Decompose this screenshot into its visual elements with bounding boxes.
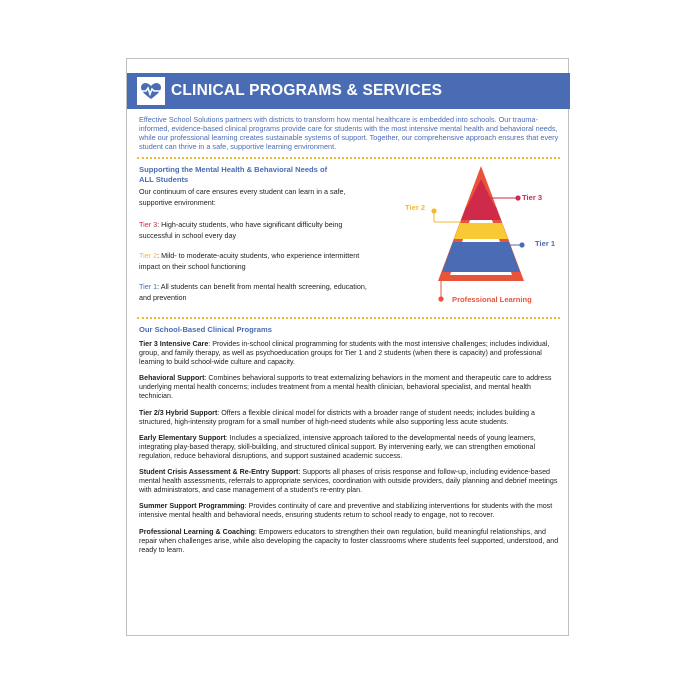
dotted-divider-2: [137, 317, 560, 319]
heart-monitor-icon: [137, 77, 165, 105]
tier1-marker: [519, 242, 524, 247]
tier3-description: [139, 220, 371, 241]
program-name: Tier 3 Intensive Care: [139, 340, 209, 348]
program-item: [139, 434, 561, 461]
intro-paragraph: Effective School Solutions partners with districts to transform how mental healthcare is embedded into schools. Our trauma-informed, evidence-based clinical programs provide care for students with the most intensive mental health and behavioral needs, while our professional learning creates sustainable systems of support. Together, our comprehensive approach ensures that every student can thrive in a safe, supportive learning environment.: [139, 115, 559, 151]
program-item: [139, 374, 561, 401]
tier3-marker: [515, 195, 520, 200]
tier2-description: [139, 251, 371, 272]
tier2-label: Tier 2: [139, 251, 158, 260]
pyramid-tier1: [442, 242, 520, 272]
tier-pyramid-diagram: [395, 159, 565, 311]
program-name: Early Elementary Support: [139, 433, 226, 442]
program-item: [139, 468, 561, 495]
pyramid-label-tier2: Tier 2: [405, 203, 426, 212]
support-heading: [139, 165, 379, 184]
program-name: Student Crisis Assessment & Re-Entry Support: [139, 468, 299, 477]
tier3-text: : High-acuity students, who have significant difficulty being successful in school every day: [139, 220, 343, 240]
program-item: [139, 409, 561, 427]
program-item: [139, 528, 561, 555]
program-text: : Provides continuity of care and preventive and stabilizing interventions for students with the most intensive mental health and behavioral needs, ensuring students return to school ready to engage, not to recover.: [139, 502, 553, 520]
program-text: : Offers a flexible clinical model for districts with a broader range of student needs; includes building a structured, high-intensity program for a small number of high-need students while also supporting less acute students.: [139, 408, 535, 426]
base-marker: [438, 296, 443, 301]
support-heading-line2: ALL Students: [139, 174, 189, 184]
program-name: Tier 2/3 Hybrid Support: [139, 408, 218, 417]
document-page: [126, 58, 569, 636]
pyramid-label-tier1: Tier 1: [535, 239, 556, 248]
program-item: [139, 340, 561, 367]
program-text: : Provides in-school clinical programming for students with the most intensive challenges; includes individual, group, and family therapy, as well as psychoeducation groups for Tier 1 and 2 students (when there is capacity) and professional learning to build school-wide culture and capacity.: [139, 340, 550, 367]
support-lead: Our continuum of care ensures every student can learn in a safe, supportive environment:: [139, 187, 346, 207]
tier2-text: : Mild- to moderate-acuity students, who experience intermittent impact on their school functioning: [139, 251, 360, 271]
program-name: Summer Support Programming: [139, 502, 245, 511]
pyramid-tier3-lower: [461, 207, 501, 220]
tier1-description: [139, 282, 371, 303]
support-heading-line1: Supporting the Mental Health & Behavioral Needs of: [139, 165, 328, 174]
program-name: Behavioral Support: [139, 374, 205, 383]
page-title: CLINICAL PROGRAMS & SERVICES: [171, 82, 443, 99]
program-text: : Includes a specialized, intensive approach tailored to the developmental needs of young learners, integrating play-based therapy, skill-building, and structured clinical support. By intervening early, we can strengthen emotional regulation, reduce behavioral disruptions, and support sustained academic success.: [139, 433, 536, 460]
program-name: Professional Learning & Coaching: [139, 527, 255, 536]
tier3-label: Tier 3: [139, 220, 158, 229]
program-text: : Empowers educators to strengthen their own regulation, build meaningful relationships, and repair when challenges arise, while also developing the capacity to foster classrooms where students feel supported, understood, and ready to learn.: [139, 527, 559, 554]
tier1-label: Tier 1: [139, 282, 158, 291]
pyramid-label-tier3: Tier 3: [522, 193, 543, 202]
programs-heading: Our School-Based Clinical Programs: [139, 325, 272, 334]
program-text: : Supports all phases of crisis response and follow-up, including evidence-based mental health assessments, referrals to appropriate services, coordination with outside providers, daily planning and debrief meetings with administrators, and case management of a student’s re-entry plan.: [139, 468, 558, 495]
program-text: : Combines behavioral supports to treat externalizing behaviors in the moment and therapeutic care to address underlying mental health concerns; includes treatment from a mental health clinician, behavioral specialist, and mental health technician.: [139, 374, 552, 401]
pyramid-tier2: [454, 223, 508, 239]
pyramid-label-base: Professional Learning: [452, 295, 532, 304]
tier2-marker: [431, 208, 436, 213]
tier1-text: : All students can benefit from mental health screening, education, and prevention: [139, 282, 367, 302]
program-item: [139, 502, 561, 520]
header-banner: [127, 73, 570, 109]
programs-list: [139, 340, 561, 562]
